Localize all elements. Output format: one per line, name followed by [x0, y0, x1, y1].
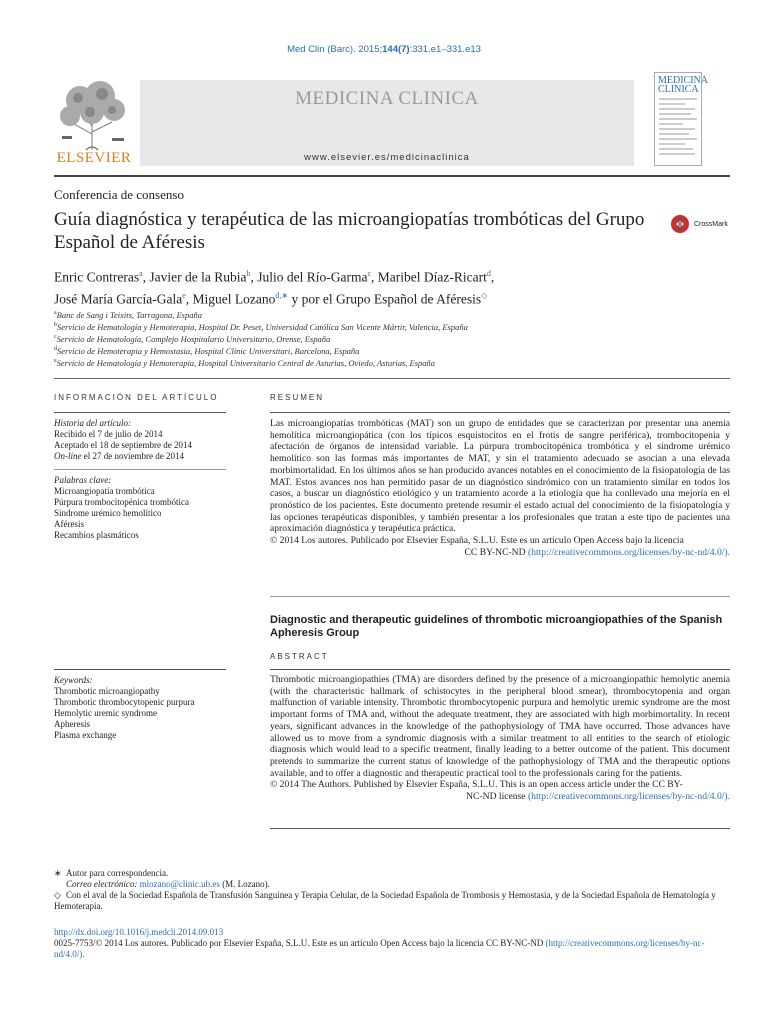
citation-journal: Med Clin (Barc).: [287, 44, 356, 55]
keyword: Plasma exchange: [54, 730, 117, 740]
author-affil-mark[interactable]: d,∗: [275, 290, 289, 300]
divider: [54, 378, 730, 379]
doi-link[interactable]: http://dx.doi.org/10.1016/j.medcli.2014.09.013: [54, 927, 224, 937]
author-affil-mark[interactable]: b: [246, 269, 251, 278]
journal-banner-title: MEDICINA CLINICA: [295, 88, 479, 109]
email-link[interactable]: mlozano@clinic.ub.es: [139, 879, 220, 889]
crossmark-icon: [670, 214, 690, 234]
keyword: Microangiopatía trombótica: [54, 486, 155, 496]
affiliation: $^a$Banc de Sang i Teixits, Tarragona, España: [54, 310, 202, 320]
abstract-heading: ABSTRACT: [270, 652, 329, 661]
author-affil-mark[interactable]: d: [486, 269, 491, 278]
author-group: y por el Grupo Español de Aféresis: [291, 291, 482, 306]
authors-line-1: Enric Contreras$^a$, Javier de la Rubia$^b$, Julio del Río-Garma$^c$, Maribel Díaz-Ricart$^d$,: [54, 269, 495, 285]
resumen-license-link[interactable]: (http://creativecommons.org/licenses/by-nc-nd/4.0/).: [527, 546, 730, 558]
abstract-text: Thrombotic microangiopathies (TMA) are disorders defined by the presence of a microangiopathic hemolytic anemia (with the characteristic hallmark of schistocytes in the peripheral blood smear), thrombocytopenia and organ malfunction of variable intensity. Thrombotic thrombocytopenic purpura and hemolytic uremic syndrome are the most important forms of TMA and, without the adequate treatment, they are associated with high morbimortality. In recent years, significant advances in the knowledge of the pathophysiology of TMA have occurred. Those advances have allowed us to move from a syndromic diagnosis with a similar treatment to all entities to the search of etiologic diagnosis which would lead to a specific treatment, finally leading to a better outcome of the patient. This document pretends to summarize the current status of knowledge of the pathophysiology of TMA and the therapeutic options available, and to offer a diagnostic and therapeutic practical tool to the professionals caring for the patients.: [270, 674, 730, 779]
authors-line-2: José María García-Gala$^e$, Miguel Lozano$^{d,∗}$ y por el Grupo Español de Aféresis◇: [54, 290, 488, 306]
doi-block: [54, 927, 730, 960]
abstract-body: [270, 674, 730, 803]
citation-pages: :331.e1–331.e13: [409, 44, 481, 55]
article-info-heading: INFORMACIÓN DEL ARTÍCULO: [54, 393, 219, 402]
article-title: Guía diagnóstica y terapéutica de las microangiopatías trombóticas del Grupo Español de Aféresis: [54, 209, 645, 253]
keywords-label: Keywords:: [54, 675, 93, 685]
accepted-date: Aceptado el 18 de septiembre de 2014: [54, 440, 192, 450]
divider: [54, 412, 226, 413]
author-name[interactable]: Julio del Río-Garma: [257, 269, 368, 285]
endorsement-note: ◇ Con el aval de la Sociedad Española de Transfusión Sanguínea y Terapia Celular, de la Sociedad Española de Trombosis y Hemostasia, y de la Sociedad Española de Hematología y Hemoterapia.: [54, 890, 716, 911]
journal-url[interactable]: www.elsevier.es/medicinaclinica: [304, 152, 470, 163]
author-name[interactable]: Javier de la Rubia: [149, 269, 247, 285]
keyword: Thrombotic thrombocytopenic purpura: [54, 697, 195, 707]
header-rule: [54, 175, 730, 177]
affiliation: $^d$Servicio de Hemoterapia y Hemostasia, Hospital Clínic Universitari, Barcelona, España: [54, 346, 360, 356]
resumen-heading: RESUMEN: [270, 393, 325, 402]
affiliation: $^e$Servicio de Hematología y Hemoterapia, Hospital Universitario Central de Asturias, Oviedo, Asturias, España: [54, 358, 436, 368]
keywords-label: Palabras clave:: [54, 475, 112, 485]
keyword: Síndrome urémico hemolítico: [54, 508, 162, 518]
issn-line: 0025-7753/© 2014 Los autores. Publicado por Elsevier España, S.L.U. Este es un artículo Open Access bajo la licencia CC BY-NC-ND: [54, 938, 544, 948]
author-affil-mark[interactable]: a: [139, 269, 143, 278]
article-history: [54, 418, 234, 462]
author-affil-mark[interactable]: e: [182, 290, 186, 300]
publisher-name: ELSEVIER: [56, 150, 132, 166]
keyword: Hemolytic uremic syndrome: [54, 708, 157, 718]
keyword: Aféresis: [54, 519, 84, 529]
author-affil-mark[interactable]: ◇: [481, 290, 488, 300]
english-title: Diagnostic and therapeutic guidelines of thrombotic microangiopathies of the Spanish Apheresis Group: [270, 614, 723, 639]
divider: [270, 669, 730, 670]
corresponding-note: ∗ Autor para correspondencia.: [54, 868, 169, 878]
keywords-es: [54, 475, 234, 541]
affiliation: $^b$Servicio de Hematología y Hemoterapia, Hospital Dr. Peset, Universidad Católica San Vicente Mártir, Valencia, España: [54, 322, 468, 332]
author-name[interactable]: Maribel Díaz-Ricart: [377, 269, 487, 285]
online-label: On-line: [54, 451, 82, 461]
author-affil-mark[interactable]: c: [367, 269, 372, 278]
resumen-copyright: © 2014 Los autores. Publicado por Elsevier España, S.L.U. Este es un artículo Open Access bajo la licencia: [270, 535, 684, 547]
elsevier-tree-icon: [52, 76, 136, 152]
abstract-copyright: © 2014 The Authors. Published by Elsevier España, S.L.U. This is an open access article under the CC BY-: [270, 779, 683, 791]
received-date: Recibido el 7 de julio de 2014: [54, 429, 163, 439]
affiliation: $^c$Servicio de Hematología, Complejo Hospitalario Universitario, Orense, España: [54, 334, 331, 344]
issn-license-link[interactable]: (http://creativecommons.org/licenses/by-nc-nd/4.0/).: [54, 938, 705, 959]
abstract-license-link[interactable]: (http://creativecommons.org/licenses/by-nc-nd/4.0/).: [527, 791, 730, 803]
keywords-en: [54, 675, 234, 741]
crossmark-label: CrossMark: [694, 221, 728, 228]
citation-year: 2015;: [358, 44, 383, 55]
journal-citation[interactable]: [0, 44, 768, 55]
author-name[interactable]: Miguel Lozano: [192, 291, 276, 306]
online-date: el 27 de noviembre de 2014: [83, 451, 184, 461]
divider: [270, 596, 730, 597]
footnotes: [54, 868, 730, 912]
elsevier-logo: [52, 76, 136, 166]
cover-title: MEDICINA CLINICA: [658, 75, 708, 95]
crossmark-badge[interactable]: [670, 214, 730, 236]
cover-contents-icon: [655, 95, 701, 165]
journal-banner: [140, 80, 634, 166]
email-note: Correo electrónico: mlozano@clinic.ub.es (M. Lozano).: [66, 879, 270, 889]
divider: [54, 469, 226, 470]
resumen-body: [270, 418, 730, 558]
keyword: Recambios plasmáticos: [54, 530, 139, 540]
keyword: Apheresis: [54, 719, 90, 729]
author-name[interactable]: José María García-Gala: [54, 291, 183, 306]
keyword: Púrpura trombocitopénica trombótica: [54, 497, 189, 507]
journal-cover-thumbnail[interactable]: [654, 72, 708, 166]
article-type: Conferencia de consenso: [54, 187, 184, 202]
author-list: [54, 265, 734, 308]
divider: [270, 828, 730, 829]
abstract-license: NC-ND license: [466, 791, 526, 803]
history-label: Historia del artículo:: [54, 418, 131, 428]
author-name[interactable]: Enric Contreras: [54, 269, 140, 285]
citation-volume: 144(7): [382, 44, 410, 55]
resumen-license: CC BY-NC-ND: [464, 546, 526, 558]
resumen-text: Las microangiopatías trombóticas (MAT) son un grupo de entidades que se caracterizan por presentar una anemia hemolítica microangiopática (con los típicos esquistocitos en el frotis de sangre periférica), trombocitopenia y afectación de órganos de intensidad variable. La púrpura trombocitopénica trombótica y el síndrome urémico hemolítico son las formas más importantes de MAT, y sin el tratamiento adecuado se asocian a una elevada morbimortalidad. En los últimos años se han producido avances notables en el conocimiento de la fisiopatología de las MAT. Estos avances nos han permitido pasar de un diagnóstico sindrómico con un tratamiento similar en todos los casos, a buscar un diagnóstico etiológico y un tratamiento acorde a la etiología que ha conllevado una mejoría en el pronóstico de los pacientes. Este documento pretende resumir el estado actual del conocimiento de la fisiopatología y las opciones terapéuticas disponibles, y también presentar a los profesionales que tratan a este tipo de pacientes una aproximación diagnóstica y terapéutica práctica.: [270, 418, 730, 535]
divider: [270, 412, 730, 413]
keyword: Thrombotic microangiopathy: [54, 686, 160, 696]
divider: [54, 669, 226, 670]
